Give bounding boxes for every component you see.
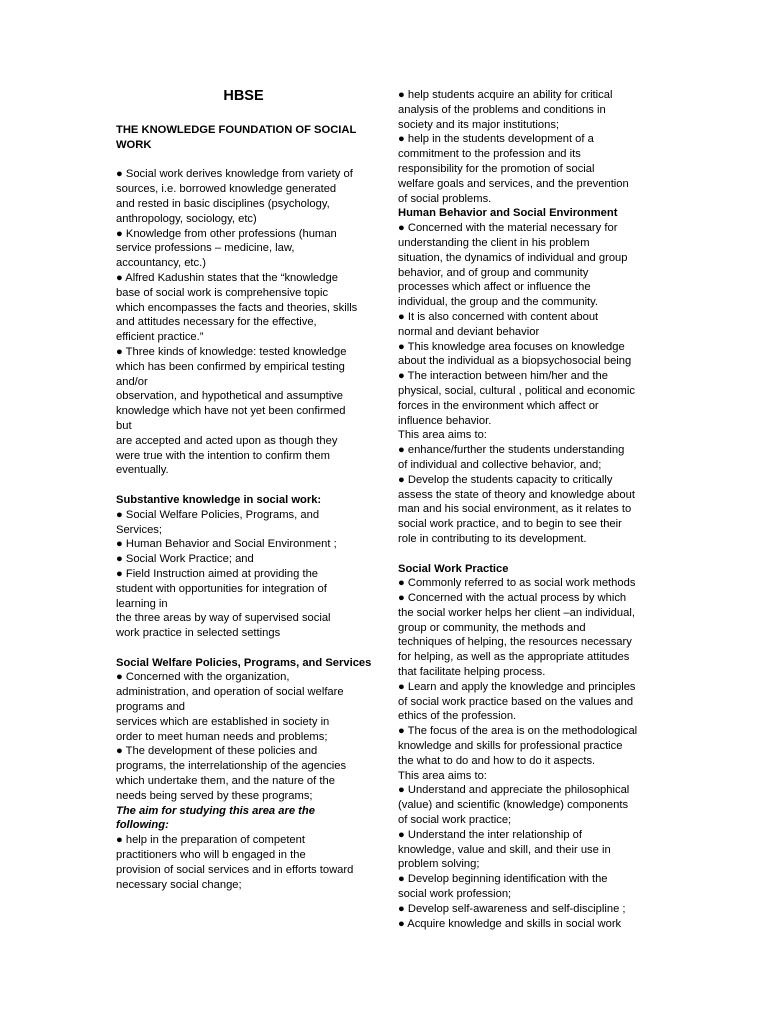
text-line: work practice in selected settings [116,627,281,640]
text-line: administration, and operation of social welfare [116,686,344,699]
text-line: ● The focus of the area is on the methodological [398,725,638,738]
text-line: necessary social change; [116,878,242,891]
text-line: eventually. [116,464,169,477]
text-line: efficient practice.” [116,331,204,344]
text-line: Services; [116,523,163,536]
text-line: of social work practice; [398,814,512,827]
text-line: order to meet human needs and problems; [116,730,328,743]
section-heading-policies: Social Welfare Policies, Programs, and Services [116,656,372,669]
text-line: ● Social Work Practice; and [116,553,254,566]
text-line: ● Social work derives knowledge from variety of [116,168,353,181]
text-line: situation, the dynamics of individual and group [398,251,628,264]
text-line: ● It is also concerned with content about [398,310,599,323]
text-line: ● Alfred Kadushin states that the “knowledge [116,271,338,284]
text-line: individual, the group and the community. [398,296,599,309]
text-line: knowledge and skills for professional practice [398,740,623,753]
text-line: provision of social services and in efforts toward [116,863,354,876]
text-line: are accepted and acted upon as though they [116,434,338,447]
section-heading-hbse: Human Behavior and Social Environment [398,207,618,220]
heading-line: WORK [116,138,152,151]
text-line: responsibility for the promotion of social [398,162,595,175]
section-heading-knowledge-foundation [116,123,371,153]
text-line: and rested in basic disciplines (psychology, [116,197,330,210]
text-line: ● This knowledge area focuses on knowledge [398,340,625,353]
intro-paragraph [116,167,371,478]
substantive-list [116,508,371,641]
text-line: ● Concerned with the actual process by which [398,592,627,605]
section-heading-swp: Social Work Practice [398,562,509,575]
aim-heading [116,804,371,834]
text-line: ● Concerned with the material necessary for [398,222,618,235]
text-line: man and his social environment, as it relates to [398,503,632,516]
text-line: ● enhance/further the students understanding [398,444,625,457]
text-line: ● Learn and apply the knowledge and principles [398,680,636,693]
text-line: ● Acquire knowledge and skills in social work [398,917,622,930]
text-line: programs and [116,701,186,714]
text-line: student with opportunities for integration of [116,582,327,595]
text-line: processes which affect or influence the [398,281,591,294]
left-column [116,123,371,892]
text-line: observation, and hypothetical and assumptive [116,390,344,403]
text-line: This area aims to: [398,769,487,782]
heading-line: THE KNOWLEDGE FOUNDATION OF SOCIAL [116,124,357,136]
text-line: ● Human Behavior and Social Environment ; [116,538,337,551]
text-line: practitioners who will b engaged in the [116,849,306,862]
text-line: understanding the client in his problem [398,236,590,249]
text-line: ● Knowledge from other professions (human [116,227,337,240]
text-line: and/or [116,375,148,388]
hbse-list [398,221,653,547]
document-title: HBSE [223,88,264,104]
text-line: service professions – medicine, law, [116,242,295,255]
text-line: knowledge, value and skill, and their use in [398,843,611,856]
text-line: the social worker helps her client –an individual, [398,606,635,619]
text-line: ● Field Instruction aimed at providing the [116,567,319,580]
text-line: society and its major institutions; [398,118,560,131]
text-line: ● Social Welfare Policies, Programs, and [116,508,320,521]
text-line: ● Develop beginning identification with the [398,873,608,886]
text-line: role in contributing to its development. [398,532,587,545]
text-line: the what to do and how to do it aspects. [398,754,596,767]
text-line: sources, i.e. borrowed knowledge generated [116,183,337,196]
text-line: for helping, as well as the appropriate attitudes [398,651,630,664]
text-line: normal and deviant behavior [398,325,540,338]
text-line: social work profession; [398,888,512,901]
text-line: base of social work is comprehensive topic [116,286,329,299]
text-line: of individual and collective behavior, and; [398,458,602,471]
text-line: assess the state of theory and knowledge about [398,488,635,501]
aim-list [116,833,371,892]
text-line: problem solving; [398,858,480,871]
text-line: that facilitate helping process. [398,666,546,679]
text-line: ● help students acquire an ability for critical [398,89,613,101]
text-line: influence behavior. [398,414,492,427]
heading-line: following: [116,819,169,832]
section-heading-substantive: Substantive knowledge in social work: [116,493,322,506]
text-line: which has been confirmed by empirical testing [116,360,345,373]
heading-line: The aim for studying this area are the [116,804,315,817]
aim-continued-list [398,88,653,206]
text-line: group or community, the methods and [398,621,586,634]
text-line: learning in [116,597,168,610]
text-line: physical, social, cultural , political and economic [398,384,635,397]
text-line: about the individual as a biopsychosocial being [398,355,632,368]
text-line: but [116,419,132,432]
right-column [398,88,653,931]
text-line: ● Understand and appreciate the philosophical [398,784,630,797]
text-line: of social work practice based on the values and [398,695,634,708]
text-line: ● Develop self-awareness and self-discipline ; [398,902,626,915]
text-line: ● Concerned with the organization, [116,671,290,684]
text-line: services which are established in society in [116,715,330,728]
text-line: the three areas by way of supervised social [116,612,331,625]
text-line: ethics of the profession. [398,710,517,723]
text-line: ● help in the preparation of competent [116,834,305,847]
text-line: which undertake them, and the nature of the [116,775,335,788]
text-line: analysis of the problems and conditions in [398,103,606,116]
text-line: commitment to the profession and its [398,148,581,161]
text-line: This area aims to: [398,429,487,442]
text-line: forces in the environment which affect or [398,399,599,412]
text-line: ● Develop the students capacity to critically [398,473,613,486]
text-line: ● help in the students development of a [398,133,594,146]
text-line: social work practice, and to begin to see their [398,518,622,531]
text-line: ● The development of these policies and [116,745,318,758]
text-line: programs, the interrelationship of the agencies [116,760,347,773]
text-line: behavior, and of group and community [398,266,589,279]
text-line: anthropology, sociology, etc) [116,212,257,225]
text-line: accountancy, etc.) [116,257,206,270]
text-line: ● Three kinds of knowledge: tested knowledge [116,345,347,358]
swp-list [398,576,653,931]
text-line: welfare goals and services, and the prevention [398,177,629,190]
text-line: ● Understand the inter relationship of [398,828,582,841]
text-line: ● The interaction between him/her and the [398,370,608,383]
text-line: of social problems. [398,192,492,205]
text-line: techniques of helping, the resources necessary [398,636,632,649]
policies-list [116,670,371,803]
text-line: and attitudes necessary for the effective, [116,316,317,329]
text-line: (value) and scientific (knowledge) components [398,799,629,812]
text-line: needs being served by these programs; [116,789,313,802]
text-line: ● Commonly referred to as social work methods [398,577,636,590]
text-line: knowledge which have not yet been confirmed [116,405,346,418]
text-line: were true with the intention to confirm them [116,449,330,462]
text-line: which encompasses the facts and theories, skills [116,301,358,314]
